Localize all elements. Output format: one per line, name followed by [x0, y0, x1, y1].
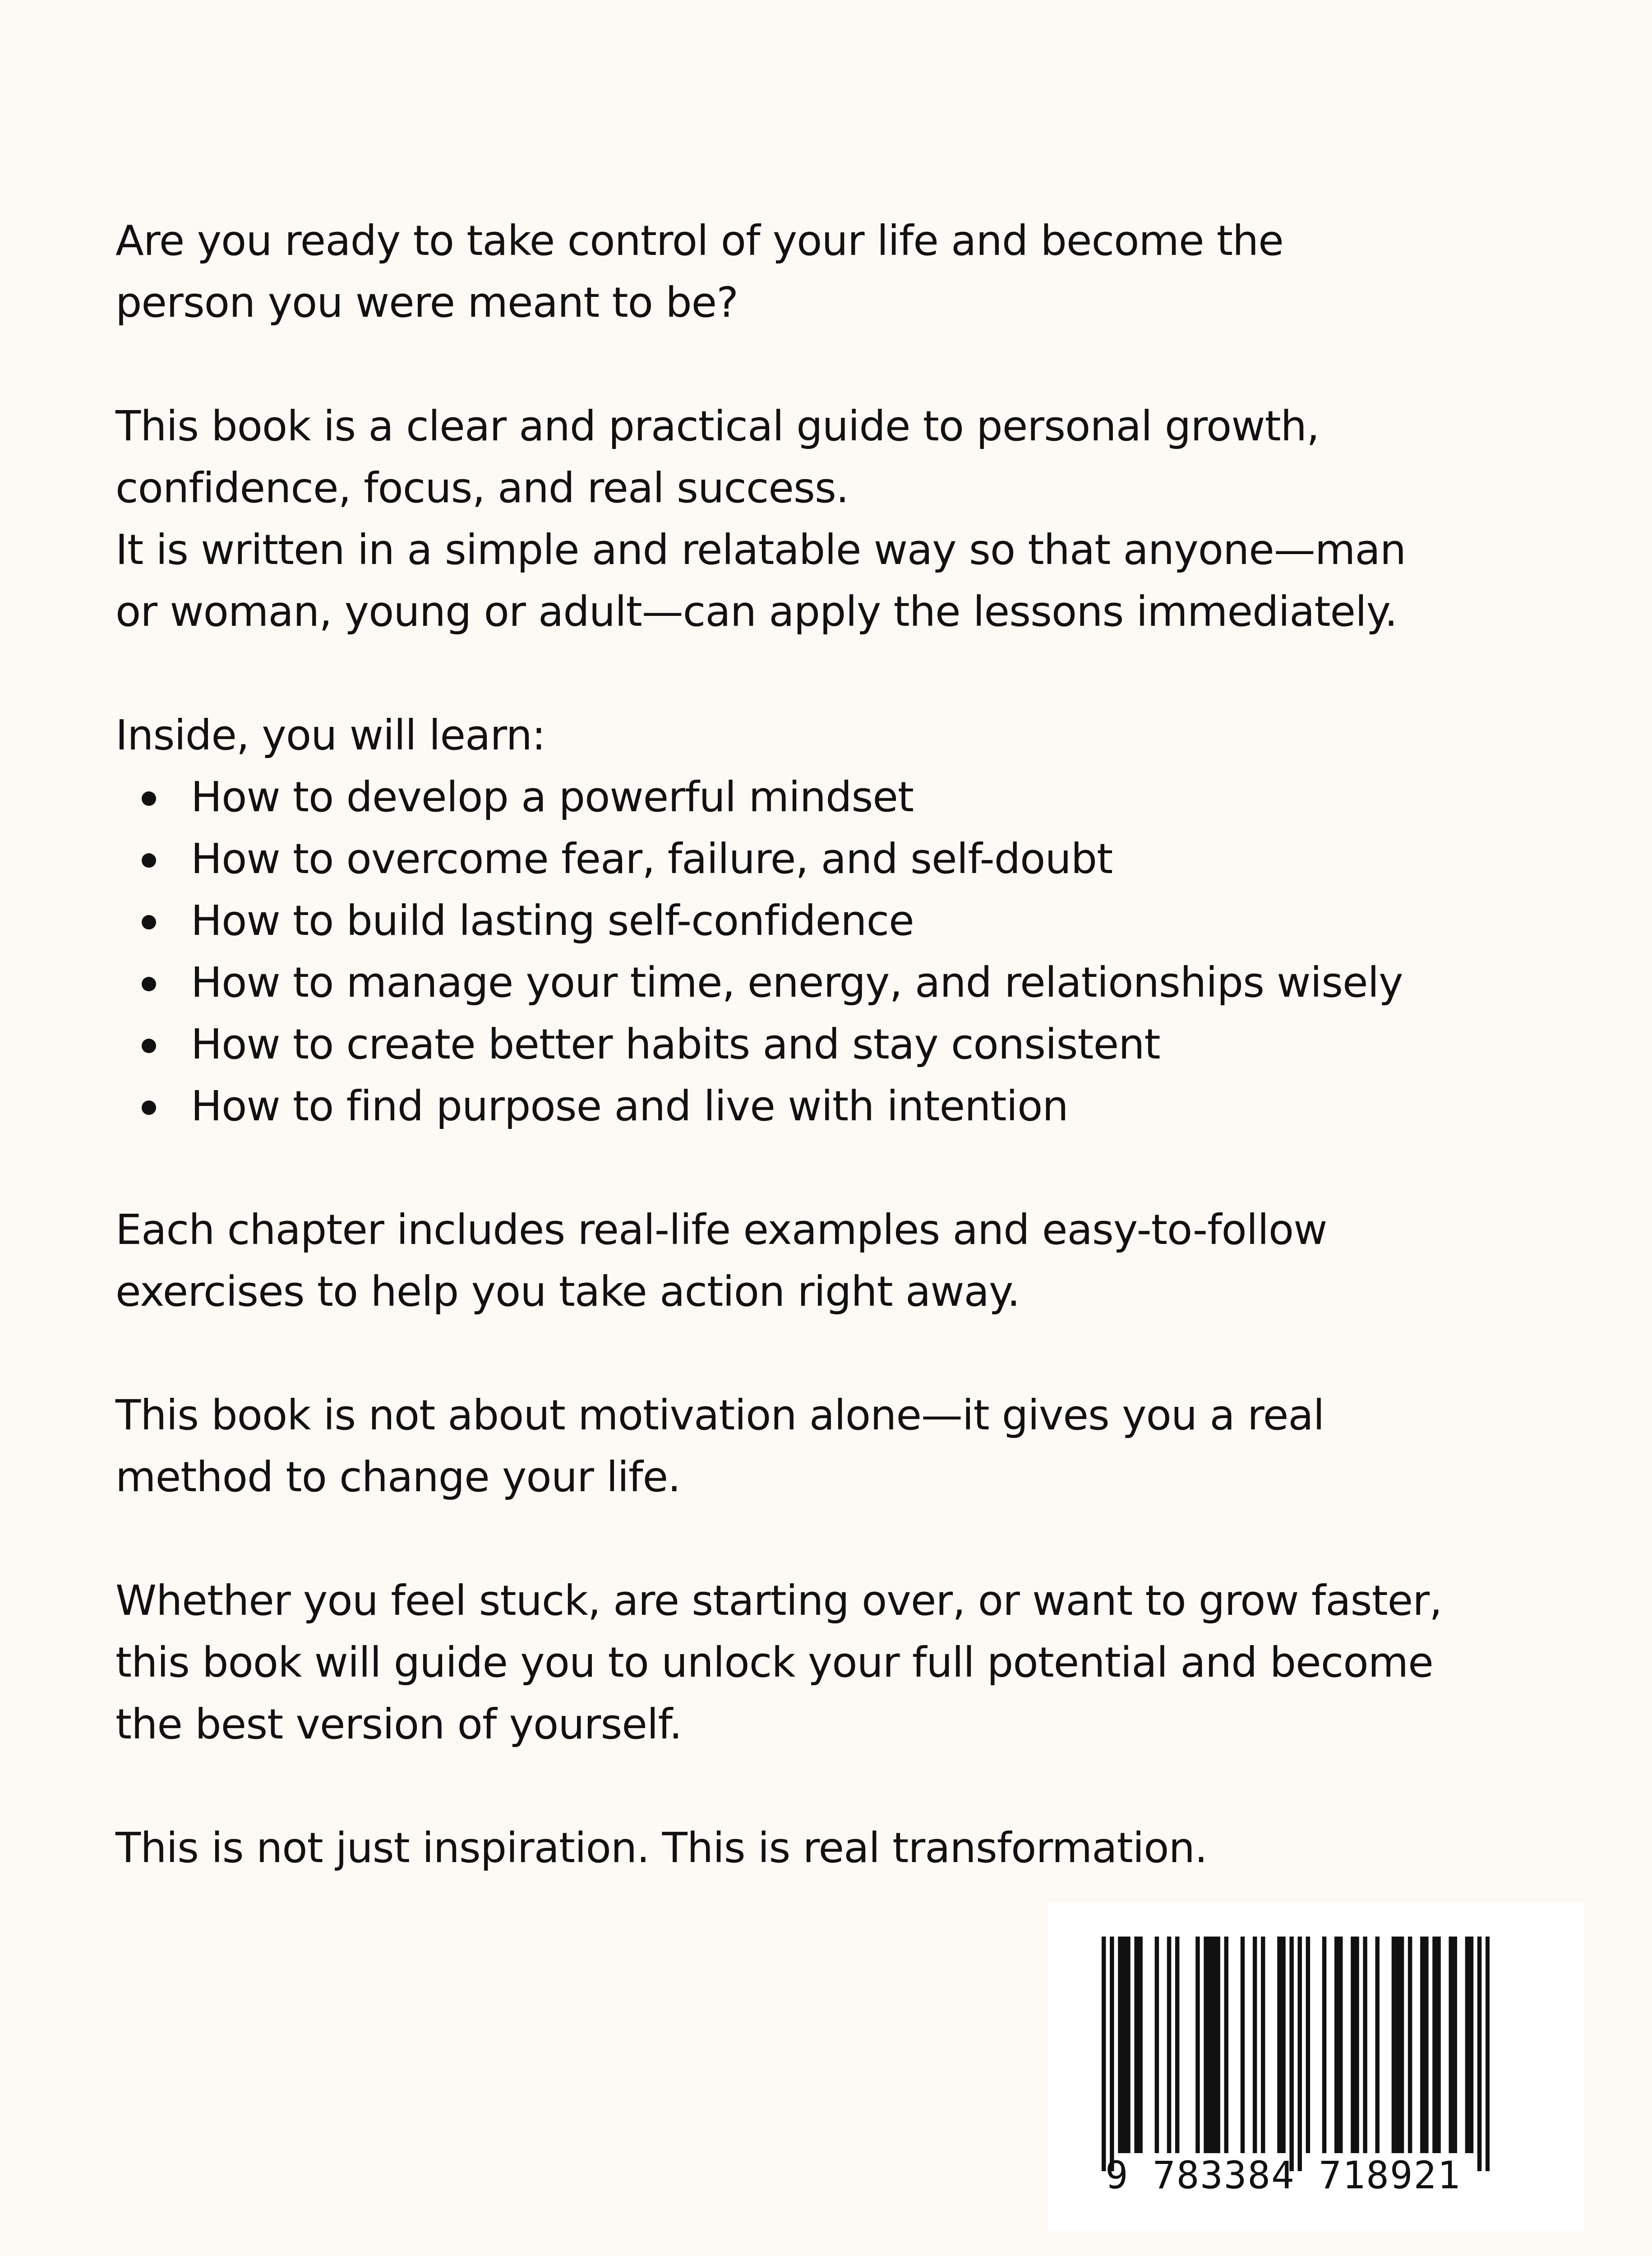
list-item — [115, 1075, 1559, 1137]
barcode-bar — [1175, 1937, 1179, 2153]
chapters-paragraph — [115, 1199, 1559, 1322]
whether-paragraph — [115, 1570, 1559, 1755]
barcode-bar — [1102, 1937, 1106, 2171]
barcode-bar — [1212, 1937, 1216, 2153]
intro-paragraph — [115, 210, 1559, 333]
bullet-icon — [142, 853, 156, 868]
bullet-icon — [142, 1100, 156, 1115]
barcode-bar — [1334, 1937, 1338, 2153]
text-line: method to change your life. — [115, 1453, 681, 1501]
list-item-text: How to develop a powerful mindset — [191, 773, 914, 821]
barcode-bars — [1102, 1937, 1490, 2171]
list-item-text: How to manage your time, energy, and relationships wisely — [191, 958, 1403, 1007]
barcode-panel — [1047, 1903, 1584, 2231]
barcode-bar — [1122, 1937, 1126, 2153]
text-line: This book is not about motivation alone—it gives you a real — [115, 1391, 1324, 1439]
text-line: exercises to help you take action right away. — [115, 1267, 1020, 1316]
text-line: confidence, focus, and real success. — [115, 464, 849, 512]
barcode-bar — [1408, 1937, 1412, 2153]
text-line: person you were meant to be? — [115, 278, 738, 327]
barcode-bar — [1375, 1937, 1380, 2153]
barcode-bar — [1477, 1937, 1481, 2171]
barcode-bar — [1167, 1937, 1171, 2153]
barcode-bar — [1134, 1937, 1138, 2153]
bullet-icon — [142, 977, 156, 991]
list-item — [115, 766, 1559, 828]
guide-paragraph — [115, 395, 1559, 643]
barcode-bar — [1126, 1937, 1130, 2153]
barcode-bar — [1281, 1937, 1285, 2153]
barcode-bar — [1216, 1937, 1220, 2153]
list-item — [115, 1013, 1559, 1075]
barcode-bar — [1208, 1937, 1212, 2153]
barcode-bar — [1241, 1937, 1245, 2153]
bullet-icon — [142, 915, 156, 929]
barcode-bar — [1424, 1937, 1428, 2153]
barcode-bar — [1465, 1937, 1469, 2153]
list-item-text: How to create better habits and stay consistent — [191, 1020, 1160, 1068]
list-item — [115, 890, 1559, 952]
barcode-bar — [1351, 1937, 1355, 2153]
barcode-bar — [1322, 1937, 1326, 2153]
barcode-bar — [1277, 1937, 1281, 2153]
barcode-bar — [1138, 1937, 1142, 2153]
barcode-bar — [1155, 1937, 1159, 2153]
barcode-bar — [1355, 1937, 1359, 2153]
learn-list — [115, 766, 1559, 1137]
barcode-bar — [1400, 1937, 1404, 2153]
text-line: this book will guide you to unlock your full potential and become — [115, 1638, 1433, 1687]
bullet-icon — [142, 791, 156, 806]
text-line: Whether you feel stuck, are starting over, or want to grow faster, — [115, 1576, 1442, 1625]
text-line: the best version of yourself. — [115, 1700, 682, 1748]
barcode-bar — [1306, 1937, 1310, 2153]
text-line: Are you ready to take control of your life and become the — [115, 217, 1283, 265]
barcode-bar — [1432, 1937, 1436, 2153]
barcode-bar — [1204, 1937, 1208, 2153]
barcode-bar — [1118, 1937, 1122, 2153]
barcode-bar — [1420, 1937, 1424, 2153]
learn-heading: Inside, you will learn: — [115, 711, 545, 759]
barcode-bar — [1253, 1937, 1257, 2153]
barcode-bar — [1469, 1937, 1473, 2153]
barcode-bar — [1363, 1937, 1367, 2153]
barcode-bar — [1110, 1937, 1114, 2171]
barcode-bar — [1224, 1937, 1228, 2153]
list-item-text: How to build lasting self-confidence — [191, 897, 914, 945]
barcode-bar — [1338, 1937, 1343, 2153]
list-item-text: How to overcome fear, failure, and self-doubt — [191, 835, 1113, 883]
barcode-digits: 9 783384 718921 — [1105, 2153, 1461, 2197]
closing-line: This is not just inspiration. This is real transformation. — [115, 1824, 1208, 1872]
list-item — [115, 828, 1559, 890]
list-item-text: How to find purpose and live with intention — [191, 1082, 1068, 1130]
text-line: It is written in a simple and relatable way so that anyone—man — [115, 526, 1406, 574]
barcode-bar — [1261, 1937, 1265, 2153]
text-line: or woman, young or adult—can apply the lessons immediately. — [115, 587, 1398, 636]
barcode-bar — [1195, 1937, 1200, 2153]
text-line: This book is a clear and practical guide to personal growth, — [115, 402, 1320, 450]
barcode-bar — [1436, 1937, 1440, 2153]
list-item — [115, 952, 1559, 1013]
barcode-bar — [1396, 1937, 1400, 2153]
barcode-bar — [1486, 1937, 1490, 2171]
barcode-bar — [1392, 1937, 1396, 2153]
barcode-bar — [1298, 1937, 1302, 2171]
back-cover-text — [115, 210, 1559, 1879]
text-line: Each chapter includes real-life examples and easy-to-follow — [115, 1206, 1327, 1254]
method-paragraph — [115, 1384, 1559, 1508]
barcode-bar — [1449, 1937, 1453, 2153]
barcode-bar — [1453, 1937, 1457, 2153]
bullet-icon — [142, 1039, 156, 1053]
barcode-bar — [1289, 1937, 1293, 2171]
